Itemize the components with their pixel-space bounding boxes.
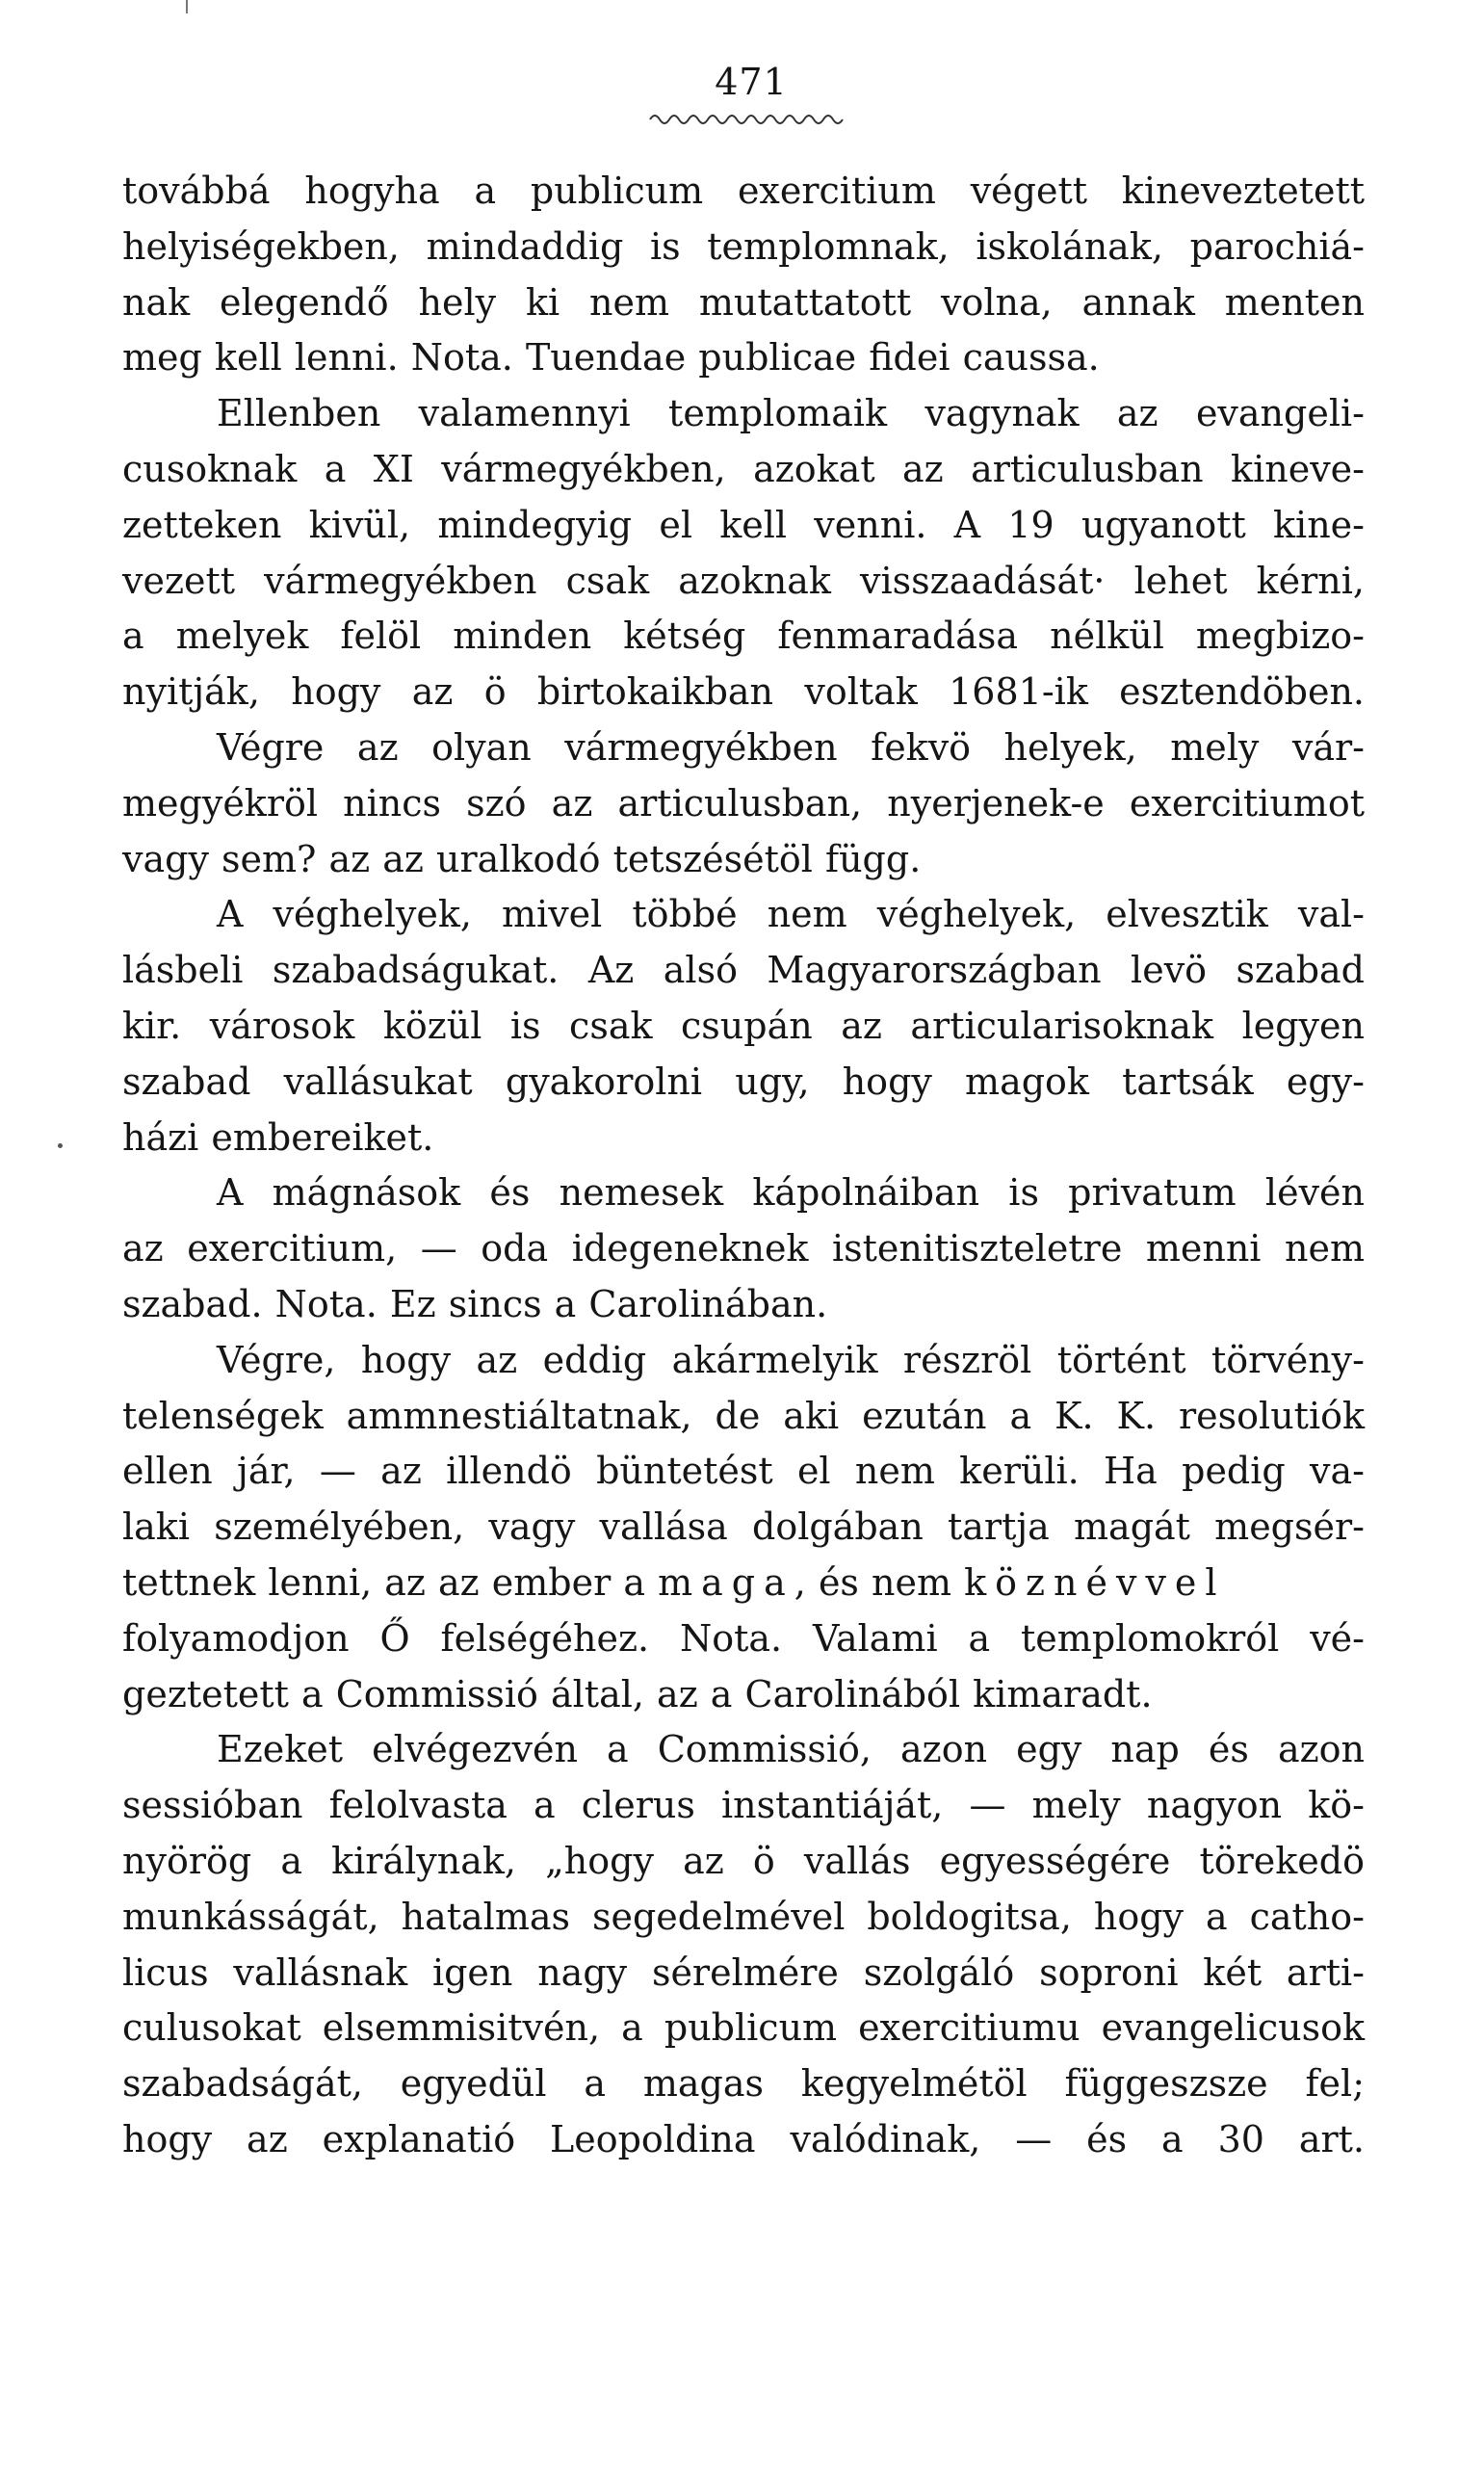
text-line: folyamodjon Ő felségéhez. Nota. Valami a templomokról vé- [122,1616,1365,1660]
text-segment: , és nem [794,1560,952,1604]
text-line: szabadságát, egyedül a magas kegyelmétöl függeszsze fel; [122,2062,1365,2106]
text-line: hogy az explanatió Leopoldina valódinak, — és a 30 art. [122,2117,1365,2160]
text-line: továbbá hogyha a publicum exercitium végett kineveztetett [122,170,1365,212]
text-line-mixed [122,1556,1365,1611]
text-line: cusoknak a XI vármegyékben, azokat az articulusban kineve- [122,447,1365,490]
text-line: culusokat elsemmisitvén, a publicum exercitiumu evangelicusok [122,2006,1365,2050]
text-line: helyiségekben, mindaddig is templomnak, iskolának, parochiá- [122,224,1365,268]
spaced-word: maga [658,1560,794,1604]
wavy-rule-ornament [645,108,847,129]
text-line: telenségek ammnestiáltatnak, de aki ezután a K. K. resolutiók [122,1394,1365,1437]
text-line: nak elegendő hely ki nem mutattatott volna, annak menten [122,280,1365,324]
text-line: zetteken kivül, mindegyig el kell venni. A 19 ugyanott kine- [122,503,1365,546]
text-line: A mágnások és nemesek kápolnáiban is privatum lévén [217,1171,1365,1215]
text-line: Ellenben valamennyi templomaik vagynak az evangeli- [217,392,1365,435]
text-line: kir. városok közül is csak csupán az articularisoknak legyen [122,1004,1365,1047]
text-line: laki személyében, vagy vallása dolgában tartja magát megsér- [122,1505,1365,1549]
text-line: lásbeli szabadságukat. Az alsó Magyarországban levö szabad [122,949,1365,992]
spaced-word: köznévvel [964,1560,1226,1604]
text-segment: tettnek lenni, az az ember a [122,1560,646,1604]
text-line: házi embereiket. [122,1115,434,1159]
text-line: licus vallásnak igen nagy sérelmére szolgáló soproni két arti- [122,1950,1365,1994]
page-number: 471 [715,61,788,103]
text-line: a melyek felöl minden kétség fenmaradása nélkül megbizo- [122,615,1365,658]
text-line: Végre, hogy az eddig akármelyik részröl történt törvény- [217,1338,1365,1381]
text-line: geztetett a Commissió által, az a Carolinából kimaradt. [122,1672,1153,1715]
text-line: megyékröl nincs szó az articulusban, nyerjenek-e exercitiumot [122,781,1365,825]
text-line: Ezeket elvégezvén a Commissió, azon egy nap és azon [217,1728,1365,1771]
text-line: nyitják, hogy az ö birtokaikban voltak 1681-ik esztendöben. [122,670,1365,714]
text-line: vezett vármegyékben csak azoknak visszaadását· lehet kérni, [122,559,1365,602]
text-line: A véghelyek, mivel többé nem véghelyek, elvesztik val- [217,893,1365,936]
text-line: meg kell lenni. Nota. Tuendae publicae fidei caussa. [122,336,1100,380]
text-line: sessióban felolvasta a clerus instantiáját, — mely nagyon kö- [122,1784,1365,1827]
text-line: szabad. Nota. Ez sincs a Carolinában. [122,1282,828,1325]
text-line: nyörög a királynak, „hogy az ö vallás egyességére törekedö [122,1839,1365,1882]
text-line: ellen jár, — az illendö büntetést el nem kerüli. Ha pedig va- [122,1450,1365,1493]
body-text [122,164,1365,2168]
text-line: Végre az olyan vármegyékben fekvö helyek, mely vár- [217,725,1365,769]
margin-dot [58,1143,63,1148]
text-line: vagy sem? az az uralkodó tetszésétöl függ. [122,837,922,880]
scan-mark [186,0,188,13]
text-line: szabad vallásukat gyakorolni ugy, hogy magok tartsák egy- [122,1060,1365,1103]
text-line: munkásságát, hatalmas segedelmével boldogitsa, hogy a catho- [122,1895,1365,1938]
text-line: az exercitium, — oda idegeneknek istenitiszteletre menni nem [122,1227,1365,1270]
